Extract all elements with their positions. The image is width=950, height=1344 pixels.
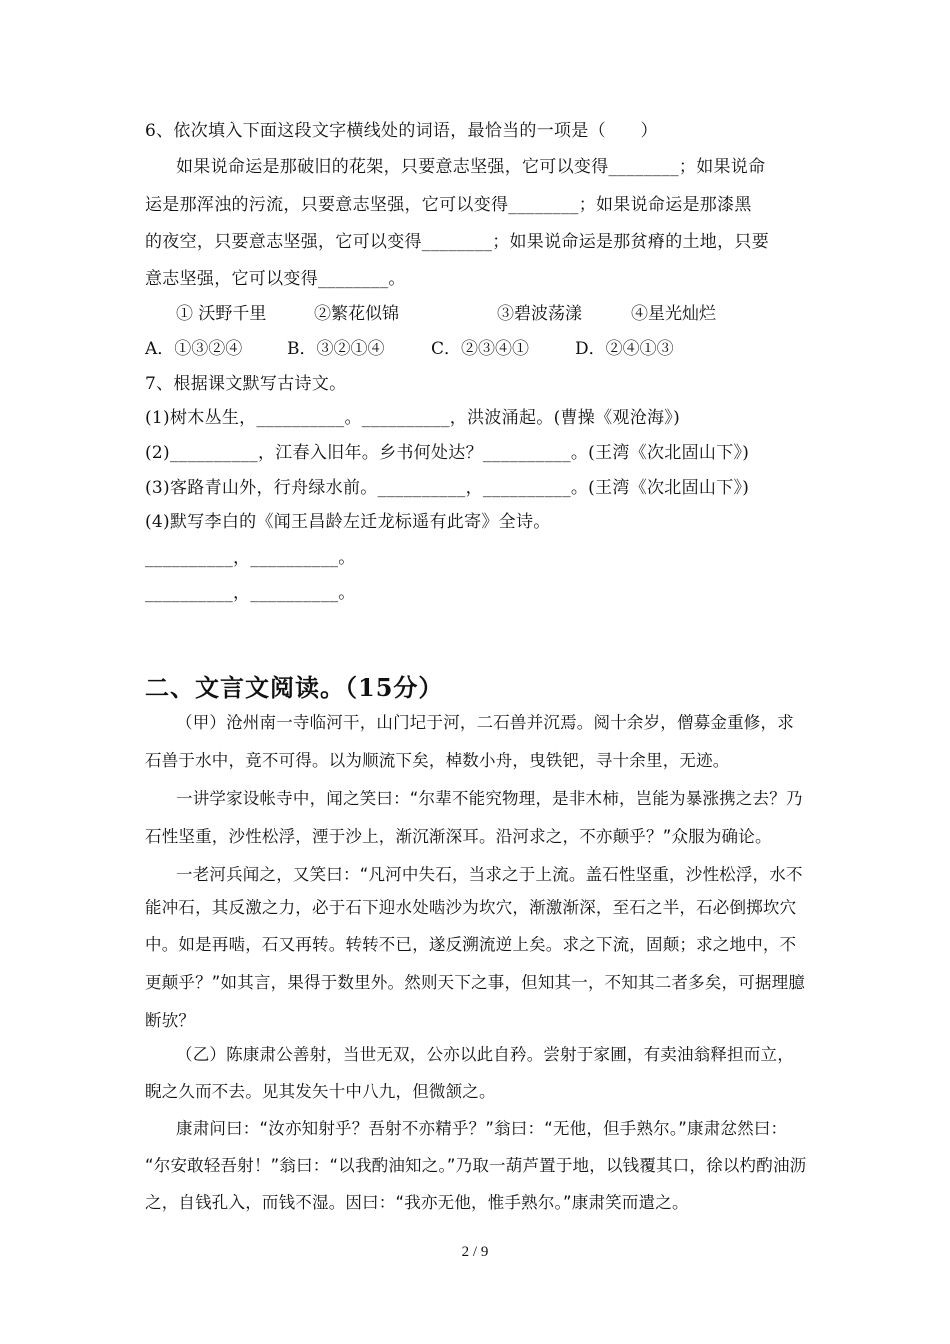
- passage-line: 能冲石，其反激之力，必于石下迎水处啮沙为坎穴，渐激渐深，至石之半，石必倒掷坎穴: [145, 898, 797, 917]
- passage-line: （乙）陈康肃公善射，当世无双，公亦以此自矜。尝射于家圃，有卖油翁释担而立，: [176, 1045, 794, 1064]
- passage-line: 睨之久而不去。见其发矢十中八九，但微颔之。: [145, 1082, 496, 1101]
- q7-answer-line: __________，__________。: [145, 583, 356, 603]
- passage-line: “尔安敢轻吾射！”翁曰：“以我酌油知之。”乃取一葫芦置于地，以钱覆其口，徐以杓酌油沥: [145, 1156, 807, 1175]
- q6-stem: 6、依次填入下面这段文字横线处的词语，最恰当的一项是（ ）: [145, 121, 658, 141]
- q6-option-b: B．③②①④: [287, 339, 385, 359]
- section-heading: 二、文言文阅读。（15分）: [145, 673, 444, 702]
- passage-line: 断欤？: [145, 1011, 196, 1030]
- q7-line: (4)默写李白的《闻王昌龄左迁龙标遥有此寄》全诗。: [145, 512, 551, 532]
- passage-line: （甲）沧州南一寺临河干，山门圮于河，二石兽并沉焉。阅十余岁，僧募金重修，求: [176, 713, 794, 732]
- passage-line: 石性坚重，沙性松浮，湮于沙上，渐沉渐深耳。沿河求之，不亦颠乎？”众服为确论。: [145, 827, 772, 846]
- page-number: 2 / 9: [461, 1244, 489, 1260]
- q6-passage-line: 的夜空，只要意志坚强，它可以变得________；如果说命运是那贫瘠的土地，只要: [145, 232, 769, 252]
- passage-line: 一讲学家设帐寺中，闻之笑曰：“尔辈不能究物理，是非木柿，岂能为暴涨携之去？乃: [176, 789, 803, 808]
- passage-line: 石兽于水中，竟不可得。以为顺流下矣，棹数小舟，曳铁钯，寻十余里，无迹。: [145, 751, 730, 770]
- passage-line: 之，自钱孔入，而钱不湿。因曰：“我亦无他，惟手熟尔。”康肃笑而遣之。: [145, 1193, 689, 1212]
- q6-option-c: C．②③④①: [431, 339, 530, 359]
- q6-option-a: A．①③②④: [145, 339, 243, 359]
- q7-line: (2)__________，江春入旧年。乡书何处达？__________。(王湾《次北固山下》): [145, 443, 750, 463]
- passage-line: 康肃问曰：“汝亦知射乎？吾射不亦精乎？”翁曰：“无他，但手熟尔。”康肃忿然曰：: [176, 1119, 788, 1138]
- q7-line: (3)客路青山外，行舟绿水前。__________，__________。(王湾《次北固山下》): [145, 478, 750, 498]
- q6-passage-line: 如果说命运是那破旧的花架，只要意志坚强，它可以变得________；如果说命: [176, 157, 766, 177]
- passage-line: 一老河兵闻之，又笑曰：“凡河中失石，当求之于上流。盖石性坚重，沙性松浮，水不: [176, 865, 803, 884]
- q6-item: ②繁花似锦: [314, 304, 399, 324]
- q6-passage-line: 运是那浑浊的污流，只要意志坚强，它可以变得________；如果说命运是那漆黑: [145, 195, 752, 215]
- q6-item: ③碧波荡漾: [497, 304, 582, 324]
- passage-line: 中。如是再啮，石又再转。转转不已，遂反溯流逆上矣。求之下流，固颠；求之地中，不: [145, 935, 797, 954]
- q6-option-d: D．②④①③: [575, 339, 674, 359]
- q7-stem: 7、根据课文默写古诗文。: [145, 374, 347, 394]
- q7-answer-line: __________，__________。: [145, 548, 356, 568]
- q6-item: ④星光灿烂: [631, 304, 716, 324]
- passage-line: 更颠乎？”如其言，果得于数里外。然则天下之事，但知其一，不知其二者多矣，可据理臆: [145, 973, 806, 992]
- q6-item: ① 沃野千里: [176, 304, 267, 324]
- q7-line: (1)树木丛生，__________。__________，洪波涌起。(曹操《观沧海》): [145, 408, 681, 428]
- q6-passage-line: 意志坚强，它可以变得________。: [145, 269, 406, 289]
